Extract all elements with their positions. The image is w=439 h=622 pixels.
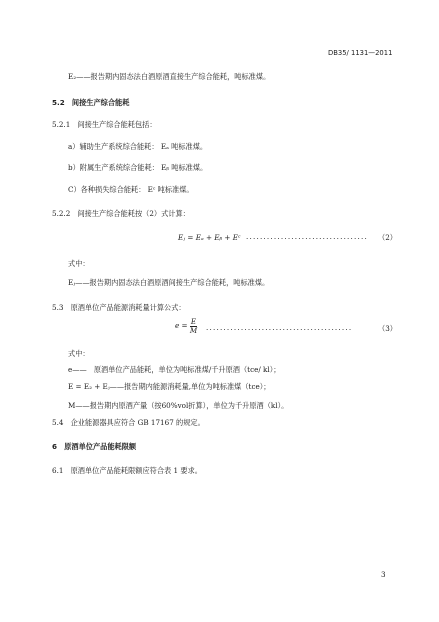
section-5-2-2: 5.2.2 间接生产综合能耗按（2）式计算： bbox=[52, 209, 190, 218]
equation-3-lhs: e = bbox=[175, 321, 188, 331]
equation-2: Eⱼ = Eₐ + Eᵦ + Eᶜ bbox=[178, 233, 241, 242]
page-number: 3 bbox=[381, 570, 386, 579]
section-5-2-1: 5.2.1 间接生产综合能耗包括： bbox=[52, 120, 157, 129]
section-6-heading: 6 原酒单位产品能耗限额 bbox=[52, 442, 137, 451]
document-code: DB35/ 1131—2011 bbox=[328, 49, 393, 57]
item-b: b）附属生产系统综合能耗： Eᵦ 吨标准煤。 bbox=[68, 163, 208, 172]
equation-3-denominator: M bbox=[189, 325, 198, 335]
section-5-3: 5.3 原酒单位产品能源消耗量计算公式： bbox=[52, 303, 186, 312]
E-definition: E = E₂ + Eⱼ——报告期内能源消耗量,单位为吨标准煤（tce）； bbox=[68, 382, 271, 391]
item-c: C）各种损失综合能耗： Eᶜ 吨标准煤。 bbox=[68, 185, 194, 194]
M-definition: M——报告期内原酒产量（按60%vol折算），单位为千升原酒（kl）。 bbox=[68, 401, 289, 410]
equation-2-leader: ................................... bbox=[246, 232, 368, 241]
ej-definition: Eⱼ——报告期内固态法白酒原酒间接生产综合能耗，吨标准煤。 bbox=[68, 278, 270, 287]
section-5-4: 5.4 企业能源器具应符合 GB 17167 的规定。 bbox=[52, 418, 205, 427]
equation-3-number: （3） bbox=[378, 324, 397, 333]
equation-2-number: （2） bbox=[378, 233, 397, 242]
item-a: a）辅助生产系统综合能耗： Eₐ 吨标准煤。 bbox=[68, 142, 208, 151]
equation-3 bbox=[175, 318, 197, 334]
ez-definition: E₂——报告期内固态法白酒原酒直接生产综合能耗，吨标准煤。 bbox=[68, 72, 271, 81]
equation-3-numerator: E bbox=[190, 317, 197, 326]
section-5-2-heading: 5.2 间接生产综合能耗 bbox=[52, 98, 130, 107]
equation-3-fraction bbox=[190, 318, 197, 334]
section-6-1: 6.1 原酒单位产品能耗限额应符合表 1 要求。 bbox=[52, 466, 202, 475]
where-label-2: 式中： bbox=[68, 349, 90, 358]
where-label-1: 式中： bbox=[68, 259, 90, 268]
equation-3-leader: .......................................... bbox=[206, 323, 353, 332]
e-definition: e—— 原酒单位产品能耗，单位为吨标准煤/千升原酒（tce/ kl）； bbox=[68, 365, 281, 374]
